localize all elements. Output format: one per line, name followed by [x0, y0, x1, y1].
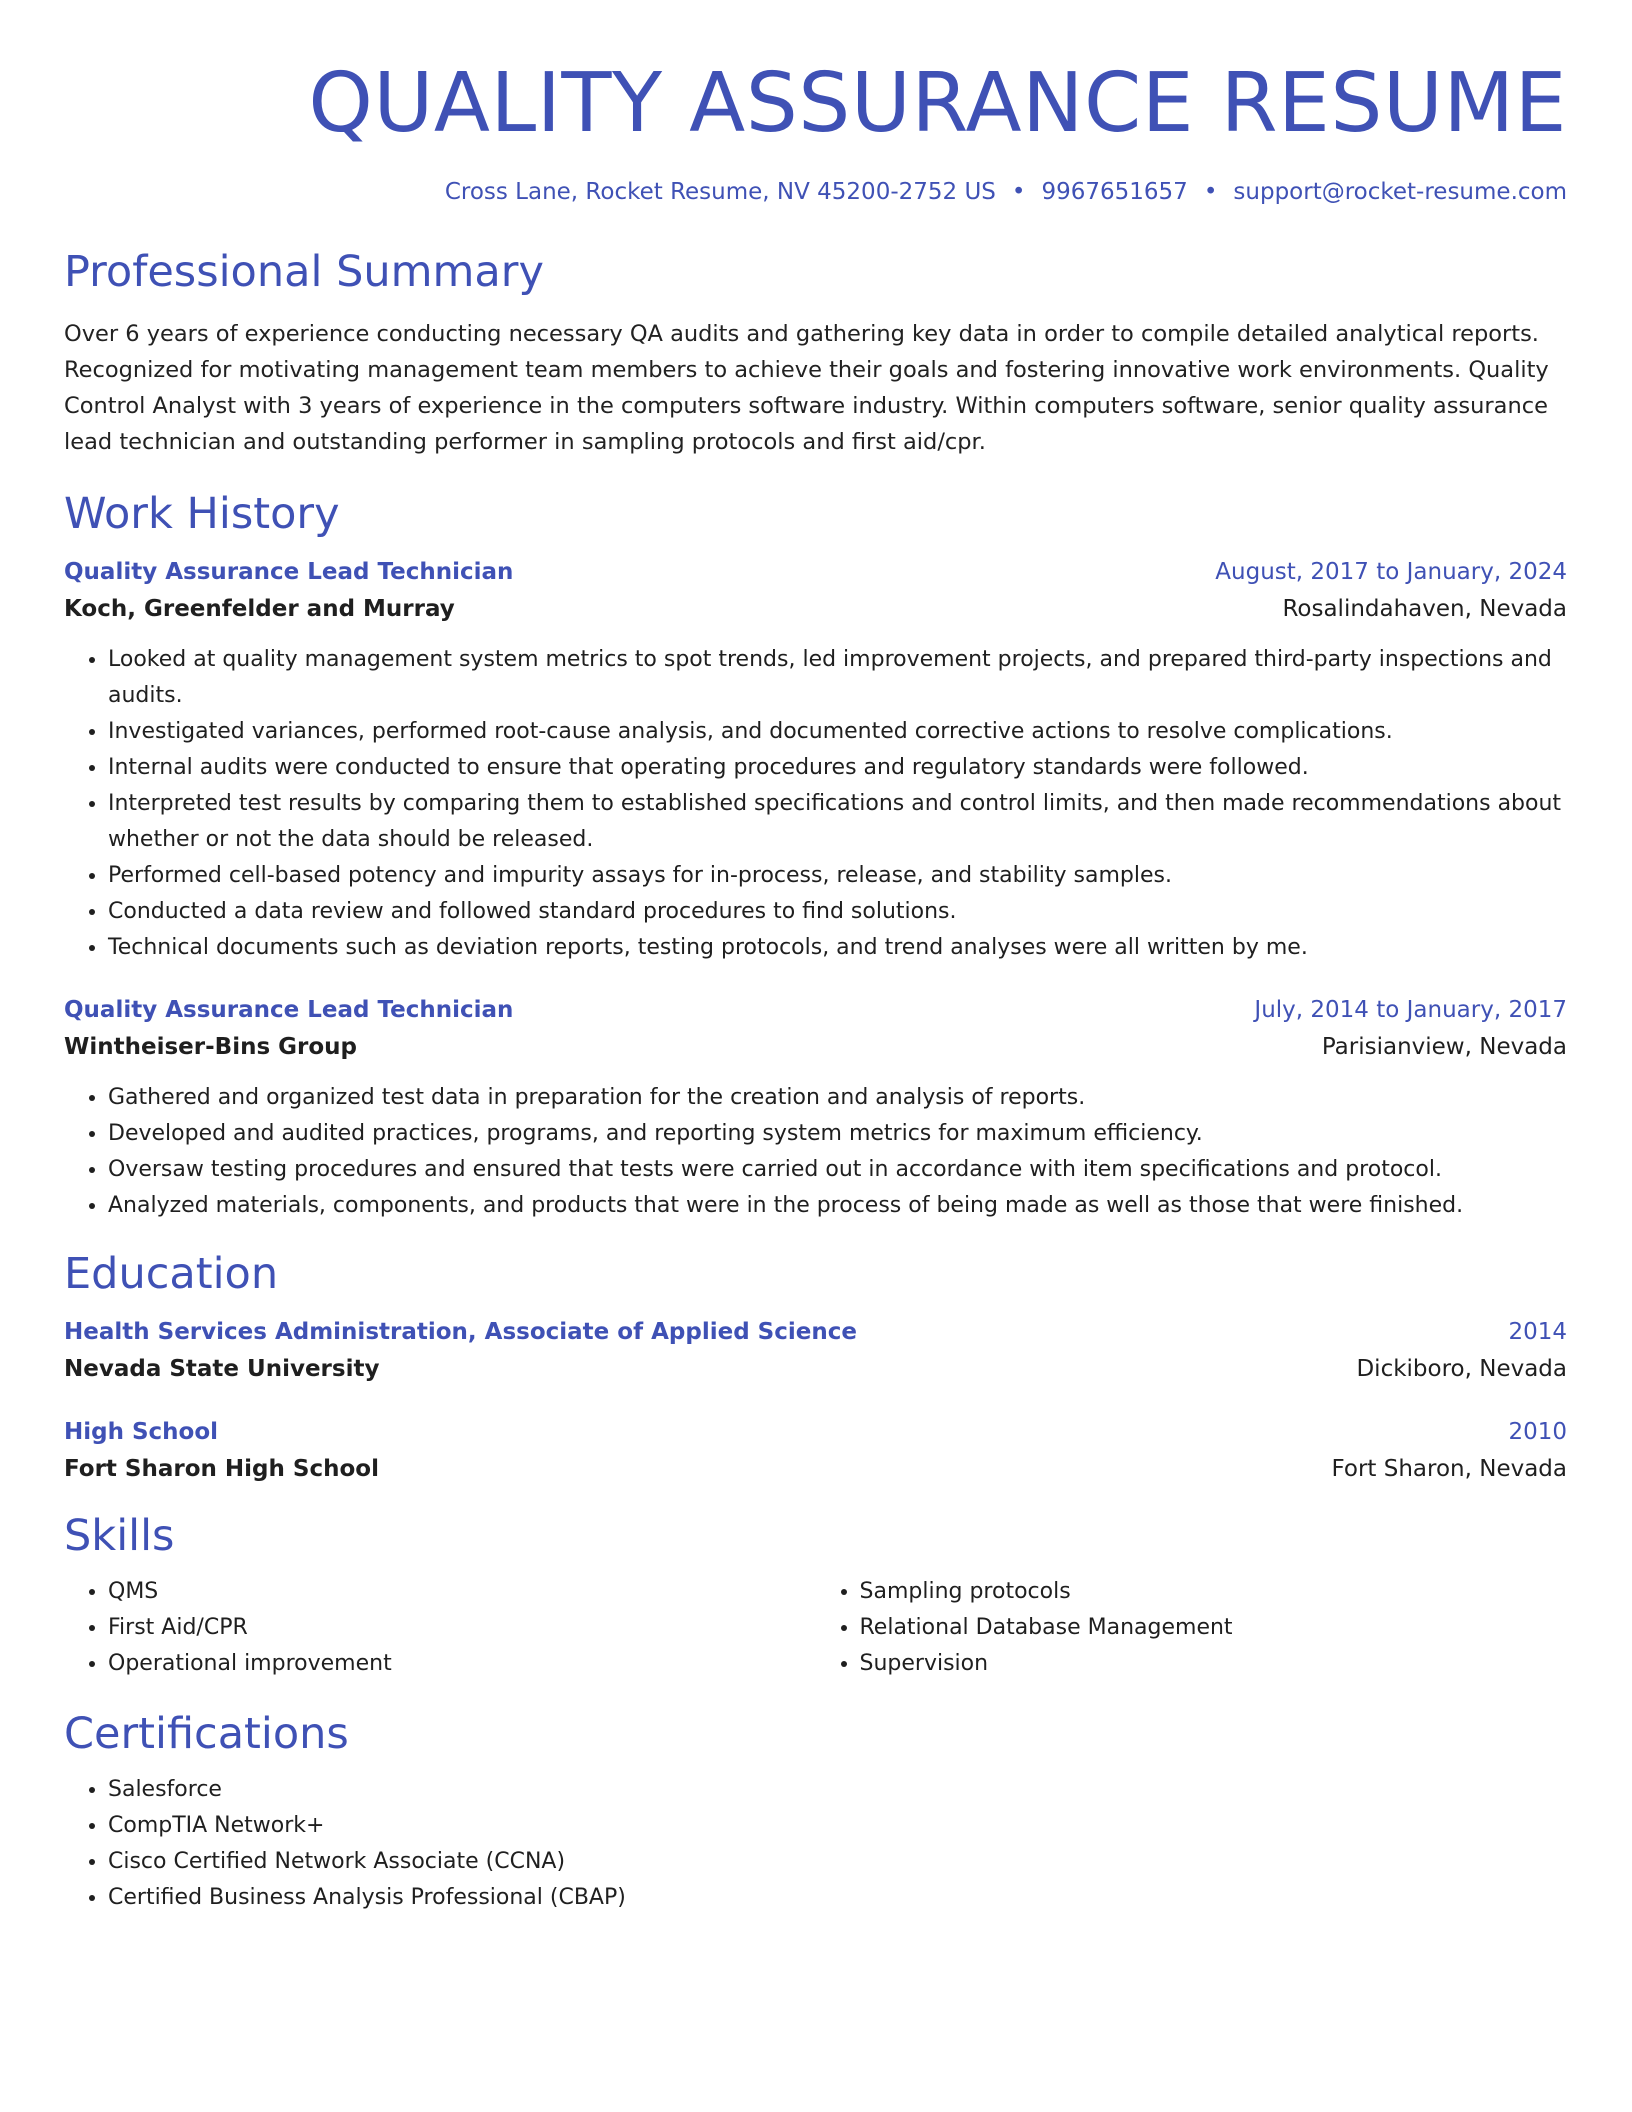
job-location: Parisianview, Nevada	[1321, 1034, 1567, 1060]
job-title-row	[64, 992, 1567, 1028]
job-title: Quality Assurance Lead Technician	[64, 559, 514, 585]
education-degree-row	[64, 1314, 1567, 1350]
job-company: Wintheiser-Bins Group	[64, 1034, 358, 1060]
skill-item: • First Aid/CPR	[108, 1610, 816, 1646]
contact-line	[64, 176, 1567, 208]
job-title: Quality Assurance Lead Technician	[64, 997, 514, 1023]
education-school-row	[64, 1350, 1567, 1388]
skill-item: • Relational Database Management	[860, 1610, 1568, 1646]
education-year: 2014	[1508, 1319, 1567, 1345]
job-bullet: • Conducted a data review and followed standard procedures to find solutions.	[108, 894, 1567, 930]
education-entry	[64, 1314, 1567, 1388]
summary-text: Over 6 years of experience conducting necessary QA audits and gathering key data in order to compile detailed analytical reports. Recognized for motivating management team members to achieve their goals and fostering innovative work environments. Quality Control Analyst with 3 years of experience in the computers software industry. Within computers software, senior quality assurance lead technician and outstanding performer in sampling protocols and first aid/cpr.	[64, 321, 1549, 455]
education-school: Fort Sharon High School	[64, 1456, 379, 1482]
skills-heading: Skills	[64, 1511, 175, 1561]
job-company: Koch, Greenfelder and Murray	[64, 596, 455, 622]
skill-item: • Sampling protocols	[860, 1574, 1568, 1610]
work-history-heading: Work History	[64, 489, 340, 539]
education-school-row	[64, 1450, 1567, 1488]
certification-item: • Salesforce	[108, 1772, 1567, 1808]
job-bullets	[64, 642, 1567, 966]
contact-address: Cross Lane, Rocket Resume, NV 45200-2752 US	[444, 179, 996, 205]
job-bullet: • Oversaw testing procedures and ensured that tests were carried out in accordance with item specifications and protocol.	[108, 1152, 1567, 1188]
contact-phone: 9967651657	[1041, 179, 1188, 205]
job-bullet: • Gathered and organized test data in preparation for the creation and analysis of reports.	[108, 1080, 1567, 1116]
job-company-row	[64, 590, 1567, 628]
summary-heading: Professional Summary	[64, 247, 544, 297]
certification-item: • CompTIA Network+	[108, 1808, 1567, 1844]
job-location: Rosalindahaven, Nevada	[1282, 596, 1567, 622]
certifications-list	[64, 1772, 1567, 1916]
job-bullet: • Technical documents such as deviation reports, testing protocols, and trend analyses were all written by me.	[108, 930, 1567, 966]
education-location: Dickiboro, Nevada	[1356, 1356, 1567, 1382]
education-degree-row	[64, 1414, 1567, 1450]
job-bullet: • Investigated variances, performed root-cause analysis, and documented corrective actions to resolve complications.	[108, 714, 1567, 750]
job-bullet: • Developed and audited practices, programs, and reporting system metrics for maximum efficiency.	[108, 1116, 1567, 1152]
education-location: Fort Sharon, Nevada	[1331, 1456, 1567, 1482]
education-entry	[64, 1414, 1567, 1488]
job-bullet: • Analyzed materials, components, and products that were in the process of being made as well as those that were finished.	[108, 1188, 1567, 1224]
certifications-heading: Certifications	[64, 1709, 349, 1759]
education-year: 2010	[1508, 1419, 1567, 1445]
job-bullet: • Interpreted test results by comparing them to established specifications and control limits, and then made recommendations about whether or not the data should be released.	[108, 786, 1567, 858]
skills-column-left	[64, 1574, 816, 1682]
contact-email[interactable]: support@rocket-resume.com	[1233, 179, 1567, 205]
contact-separator: •	[1011, 179, 1026, 205]
job-entry	[64, 554, 1567, 966]
job-entry	[64, 992, 1567, 1224]
job-bullet: • Internal audits were conducted to ensure that operating procedures and regulatory standards were followed.	[108, 750, 1567, 786]
job-dates: July, 2014 to January, 2017	[1254, 997, 1567, 1023]
skill-item: • QMS	[108, 1574, 816, 1610]
resume-page	[64, 0, 1567, 1916]
job-bullet: • Looked at quality management system metrics to spot trends, led improvement projects, and prepared third-party inspections and audits.	[108, 642, 1567, 714]
education-heading: Education	[64, 1249, 279, 1299]
job-title-row	[64, 554, 1567, 590]
certification-item: • Cisco Certified Network Associate (CCNA)	[108, 1844, 1567, 1880]
job-bullet: • Performed cell-based potency and impurity assays for in-process, release, and stability samples.	[108, 858, 1567, 894]
job-dates: August, 2017 to January, 2024	[1215, 559, 1567, 585]
resume-title: QUALITY ASSURANCE RESUME	[308, 56, 1567, 151]
job-company-row	[64, 1028, 1567, 1066]
certification-item: • Certified Business Analysis Professional (CBAP)	[108, 1880, 1567, 1916]
contact-separator: •	[1203, 179, 1218, 205]
education-school: Nevada State University	[64, 1356, 380, 1382]
education-degree: Health Services Administration, Associate of Applied Science	[64, 1319, 857, 1345]
skill-item: • Operational improvement	[108, 1646, 816, 1682]
skills-list	[64, 1574, 1567, 1682]
education-degree: High School	[64, 1419, 219, 1445]
skill-item: • Supervision	[860, 1646, 1568, 1682]
skills-column-right	[816, 1574, 1568, 1682]
job-bullets	[64, 1080, 1567, 1224]
